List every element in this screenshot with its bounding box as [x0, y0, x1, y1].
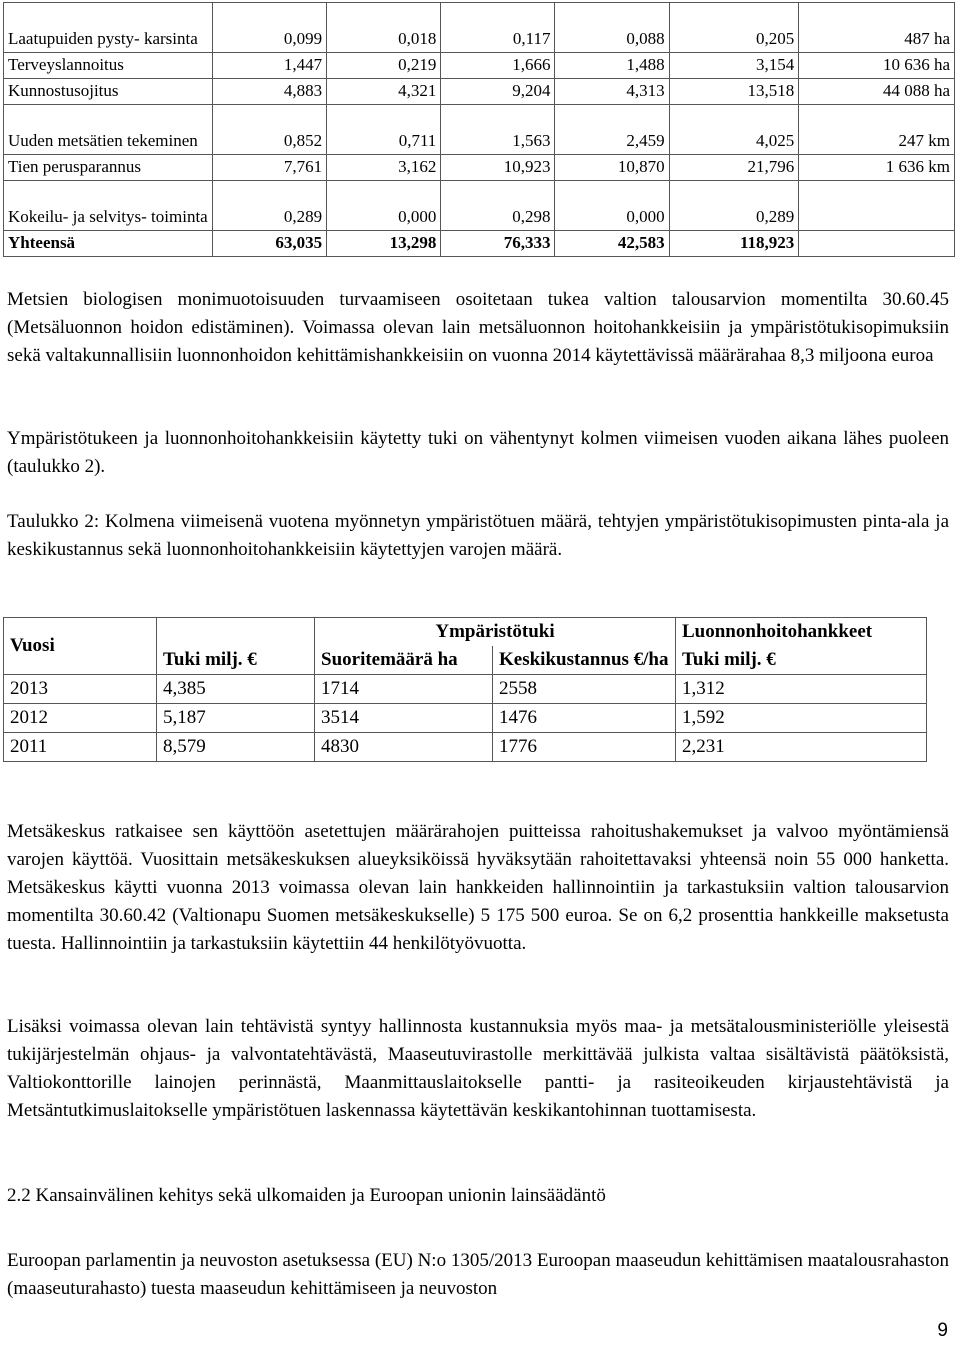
table-cell: 0,219 — [327, 53, 441, 79]
table-cell: 1,312 — [676, 675, 927, 704]
row-label: Uuden metsätien tekeminen — [4, 105, 213, 155]
page-number: 9 — [937, 1320, 948, 1341]
row-label: Terveyslannoitus — [4, 53, 213, 79]
table-cell: 2558 — [493, 675, 676, 704]
table-header-row — [4, 618, 927, 647]
table-cell: 7,761 — [213, 155, 327, 181]
table-cell: 0,099 — [213, 3, 327, 53]
table-cell: 1,563 — [441, 105, 555, 155]
table-cell: 44 088 ha — [799, 79, 955, 105]
table-cell: 4,321 — [327, 79, 441, 105]
table-cell: 2013 — [4, 675, 157, 704]
table-cell: 0,852 — [213, 105, 327, 155]
table-cell: 10 636 ha — [799, 53, 955, 79]
table-cell: 0,000 — [327, 181, 441, 231]
section-heading: 2.2 Kansainvälinen kehitys sekä ulkomaiden ja Euroopan unionin lainsäädäntö — [7, 1185, 606, 1206]
row-label: Kunnostusojitus — [4, 79, 213, 105]
table-caption: Taulukko 2: Kolmena viimeisenä vuotena myönnetyn ympäristötuen määrä, tehtyjen ympäristötukisopimusten pinta-ala ja keskikustannus sekä luonnonhoitohankkeisiin käytettyjen varojen määrä. — [7, 511, 949, 560]
table-cell: 0,711 — [327, 105, 441, 155]
table-row — [4, 155, 955, 181]
table-cell: 4,883 — [213, 79, 327, 105]
table-row — [4, 105, 955, 155]
table-row — [4, 79, 955, 105]
table-cell: 1,592 — [676, 704, 927, 733]
table-cell: 76,333 — [441, 231, 555, 257]
table-cell: 0,289 — [213, 181, 327, 231]
row-label: Tien perusparannus — [4, 155, 213, 181]
header-support: Tuki milj. € — [157, 646, 315, 675]
paragraph: Ympäristötukeen ja luonnonhoitohankkeisiin käytetty tuki on vähentynyt kolmen viimeisen vuoden aikana lähes puoleen (taulukko 2). — [7, 428, 949, 477]
table-cell: 3,154 — [669, 53, 799, 79]
table-cell: 0,117 — [441, 3, 555, 53]
table-cell: 1,447 — [213, 53, 327, 79]
table-cell: 2,231 — [676, 733, 927, 762]
table-cell: 3514 — [315, 704, 493, 733]
table-row — [4, 3, 955, 53]
table-cell: 118,923 — [669, 231, 799, 257]
table-row — [4, 675, 927, 704]
table-cell — [799, 181, 955, 231]
table-cell: 21,796 — [669, 155, 799, 181]
table-cell: 9,204 — [441, 79, 555, 105]
table-cell: 1,666 — [441, 53, 555, 79]
table-cell: 4,385 — [157, 675, 315, 704]
table-row — [4, 53, 955, 79]
row-label: Yhteensä — [4, 231, 213, 257]
paragraph: Metsien biologisen monimuotoisuuden turvaamiseen osoitetaan tukea valtion talousarvion momentilta 30.60.45 (Metsäluonnon hoidon edistäminen). Voimassa olevan lain metsäluonnon hoitohankkeisiin ja ympäristötukisopimuksiin sekä valtakunnallisiin luonnonhoidon kehittämishankkeisiin on vuonna 2014 käytettävissä määrärahaa 8,3 miljoona euroa — [7, 289, 949, 366]
table-cell: 2011 — [4, 733, 157, 762]
row-label: Kokeilu- ja selvitys- toiminta — [4, 181, 213, 231]
header-support-nature: Tuki milj. € — [676, 646, 927, 675]
table-cell: 2,459 — [555, 105, 669, 155]
table-cell: 1,488 — [555, 53, 669, 79]
table-cell: 3,162 — [327, 155, 441, 181]
header-quantity: Suoritemäärä ha — [315, 646, 493, 675]
paragraph: Metsäkeskus ratkaisee sen käyttöön asetettujen määrärahojen puitteissa rahoitushakemukset ja valvoo myöntämiensä varojen käyttöä. Vuosittain metsäkeskuksen alueyksiköissä hyväksytään rahoitettavaksi yhteensä noin 55 000 hanketta. Metsäkeskus käytti vuonna 2013 voimassa olevan lain hankkeiden hallinnointiin ja tarkastuksiin valtion talousarvion momentilta 30.60.42 (Valtionapu Suomen metsäkeskukselle) 5 175 500 euroa. Se on 6,2 prosenttia hankkeille maksetusta tuesta. Hallinnointiin ja tarkastuksiin käytettiin 44 henkilötyövuotta. — [7, 821, 949, 954]
table-cell: 487 ha — [799, 3, 955, 53]
table-cell: 10,870 — [555, 155, 669, 181]
table-cell: 4,313 — [555, 79, 669, 105]
table-cell: 4,025 — [669, 105, 799, 155]
table-cell: 247 km — [799, 105, 955, 155]
table-row — [4, 704, 927, 733]
paragraph: Lisäksi voimassa olevan lain tehtävistä syntyy hallinnosta kustannuksia myös maa- ja metsätalousministeriölle yleisestä tukijärjestelmän ohjaus- ja valvontatehtävästä, Maaseutuvirastolle merkittävää julkista valtaa sisältävistä päätöksistä, Valtiokonttorille lainojen perinnästä, Maanmittauslaitokselle pantti- ja rasiteoikeuden kirjaustehtävistä ja Metsäntutkimuslaitokselle ympäristötuen laskennassa käytettävän keskikantohinnan tuottamisesta. — [7, 1016, 949, 1121]
table-cell: 13,518 — [669, 79, 799, 105]
table-row — [4, 181, 955, 231]
table-cell: 10,923 — [441, 155, 555, 181]
header-average-cost: Keskikustannus €/ha — [493, 646, 676, 675]
header-group-nature: Luonnonhoitohankkeet — [676, 618, 927, 647]
table-cell: 4830 — [315, 733, 493, 762]
table-cell: 5,187 — [157, 704, 315, 733]
table-cell: 42,583 — [555, 231, 669, 257]
funding-table — [3, 2, 955, 257]
table-cell: 0,298 — [441, 181, 555, 231]
table-cell: 1776 — [493, 733, 676, 762]
table-cell: 2012 — [4, 704, 157, 733]
table-cell: 0,088 — [555, 3, 669, 53]
table-row — [4, 733, 927, 762]
paragraph: Euroopan parlamentin ja neuvoston asetuksessa (EU) N:o 1305/2013 Euroopan maaseudun kehittämisen maatalousrahaston (maaseuturahasto) tuesta maaseudun kehittämiseen ja neuvoston — [7, 1250, 949, 1299]
header-year: Vuosi — [4, 618, 157, 675]
table-cell: 63,035 — [213, 231, 327, 257]
row-label: Laatupuiden pysty- karsinta — [4, 3, 213, 53]
header-empty — [157, 618, 315, 647]
table-cell: 0,205 — [669, 3, 799, 53]
table-cell: 8,579 — [157, 733, 315, 762]
table-cell: 1 636 km — [799, 155, 955, 181]
environment-support-table — [3, 617, 927, 762]
table-cell: 1714 — [315, 675, 493, 704]
table-cell: 0,289 — [669, 181, 799, 231]
table-cell: 13,298 — [327, 231, 441, 257]
total-row — [4, 231, 955, 257]
table-cell — [799, 231, 955, 257]
table-cell: 0,018 — [327, 3, 441, 53]
header-group-environment: Ympäristötuki — [315, 618, 676, 647]
table-cell: 1476 — [493, 704, 676, 733]
table-cell: 0,000 — [555, 181, 669, 231]
